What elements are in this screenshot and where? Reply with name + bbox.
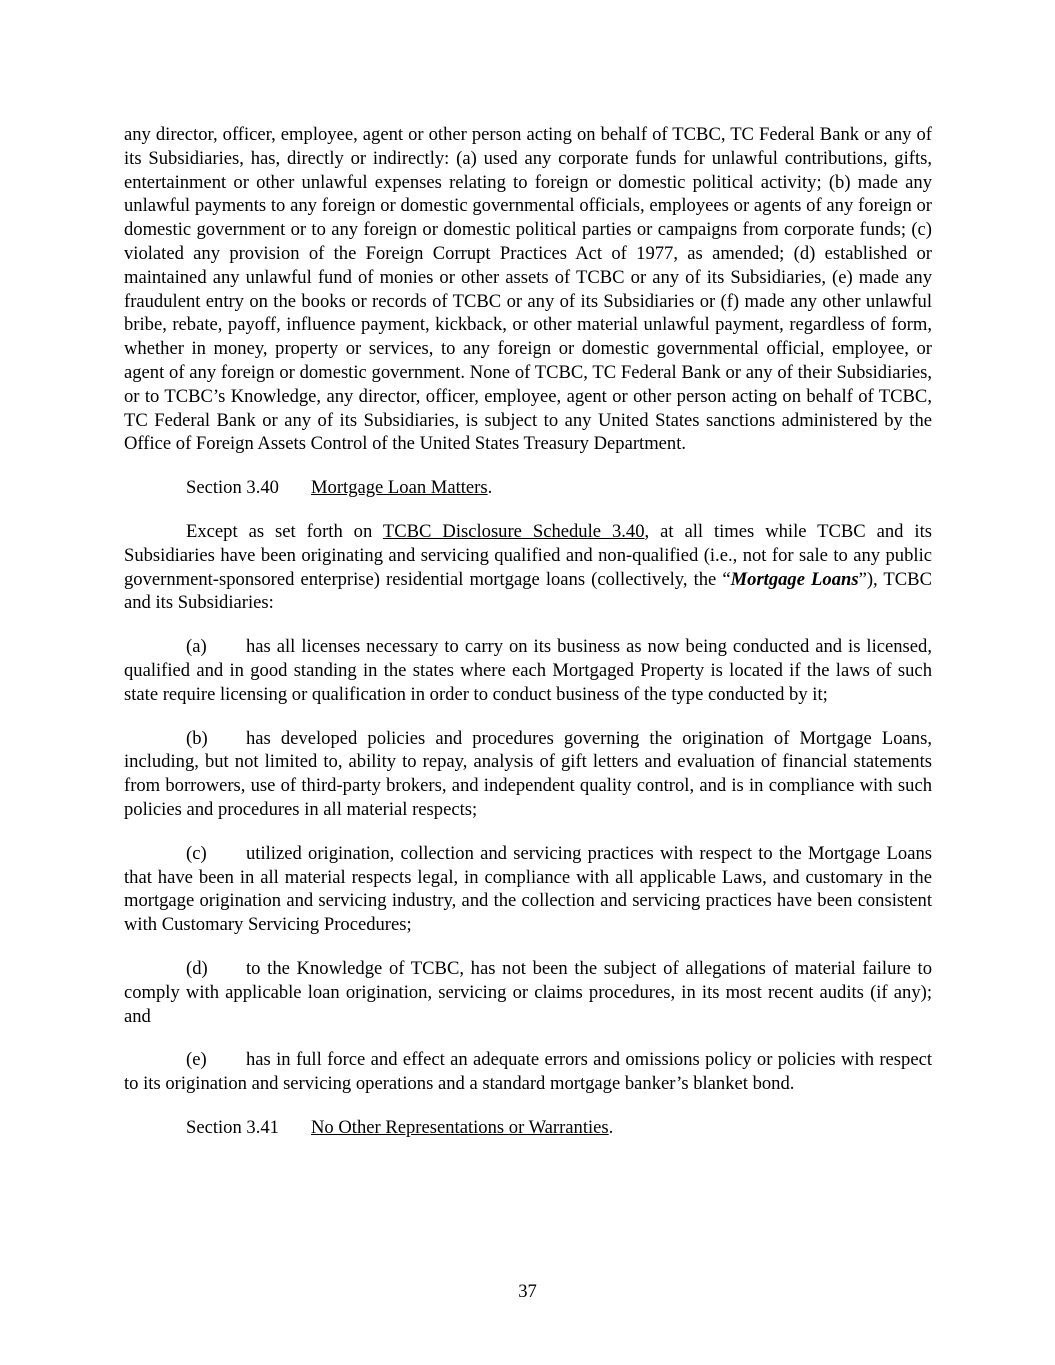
item-text: has developed policies and procedures governing the origination of Mortgage Loans, including, but not limited to, ability to repay, analysis of gift letters and evaluation of financial statements from borrowers, use of third-party brokers, and independent quality control, and is in compliance with such policies and procedures in all material respects; (124, 727, 932, 820)
list-item-e (124, 1048, 932, 1096)
list-item-a (124, 635, 932, 706)
body-part-3: ”), TCBC and its Subsidiaries: (124, 568, 932, 614)
item-label: (a) (186, 636, 207, 658)
section-3-40-heading (124, 476, 932, 500)
item-label: (e) (186, 1049, 207, 1071)
section-number: Section 3.40 (186, 477, 279, 499)
page-number: 37 (518, 1281, 537, 1302)
section-title-suffix: . (608, 1116, 614, 1138)
section-3-41-heading (124, 1116, 932, 1140)
item-text: utilized origination, collection and servicing practices with respect to the Mortgage Loans that have been in all material respects legal, in compliance with all applicable Laws, and customary in the mortgage origination and servicing industry, and the collection and servicing practices have been consistent with Customary Servicing Procedures; (124, 842, 932, 936)
section-number: Section 3.41 (186, 1116, 279, 1138)
item-label: (b) (186, 727, 208, 749)
item-label: (c) (186, 842, 207, 864)
item-label: (d) (186, 957, 208, 979)
body-part-2: , at all times while TCBC and its Subsidiaries have been originating and servicing qualified and non-qualified (i.e., not for sale to any public government-sponsored enterprise) residential mortgage loans (collectively, the “ (124, 520, 932, 590)
section-title-suffix: . (487, 477, 493, 499)
section-title: No Other Representations or Warranties (311, 1116, 609, 1138)
section-3-40-body (124, 520, 932, 615)
body-part-1: Except as set forth on (186, 520, 383, 542)
item-text: has all licenses necessary to carry on its business as now being conducted and is licensed, qualified and in good standing in the states where each Mortgaged Property is located if the laws of such state require licensing or qualification in order to conduct business of the type conducted by it; (124, 636, 932, 705)
section-title: Mortgage Loan Matters (311, 477, 488, 499)
item-text: to the Knowledge of TCBC, has not been the subject of allegations of material failure to comply with applicable loan origination, servicing or claims procedures, in its most recent audits (if any); and (124, 957, 932, 1027)
defined-term: Mortgage Loans (730, 568, 859, 590)
schedule-reference: TCBC Disclosure Schedule 3.40 (382, 520, 645, 542)
list-item-b (124, 727, 932, 822)
list-item-d (124, 957, 932, 1028)
document-page (124, 123, 932, 1160)
item-text: has in full force and effect an adequate errors and omissions policy or policies with respect to its origination and servicing operations and a standard mortgage banker’s blanket bond. (124, 1049, 932, 1095)
intro-paragraph: any director, officer, employee, agent or other person acting on behalf of TCBC, TC Federal Bank or any of its Subsidiaries, has, directly or indirectly: (a) used any corporate funds for unlawful contributions, gifts, entertainment or other unlawful expenses relating to foreign or domestic political activity; (b) made any unlawful payments to any foreign or domestic governmental officials, employees or agents of any foreign or domestic government or to any foreign or domestic political parties or campaigns from corporate funds; (c) violated any provision of the Foreign Corrupt Practices Act of 1977, as amended; (d) established or maintained any unlawful fund of monies or other assets of TCBC or any of its Subsidiaries, (e) made any fraudulent entry on the books or records of TCBC or any of its Subsidiaries or (f) made any other unlawful bribe, rebate, payoff, influence payment, kickback, or other material unlawful payment, regardless of form, whether in money, property or services, to any foreign or domestic governmental official, employee, or agent of any foreign or domestic government. None of TCBC, TC Federal Bank or any of their Subsidiaries, or to TCBC’s Knowledge, any director, officer, employee, agent or other person acting on behalf of TCBC, TC Federal Bank or any of its Subsidiaries, is subject to any United States sanctions administered by the Office of Foreign Assets Control of the United States Treasury Department. (124, 124, 932, 455)
list-item-c (124, 842, 932, 937)
